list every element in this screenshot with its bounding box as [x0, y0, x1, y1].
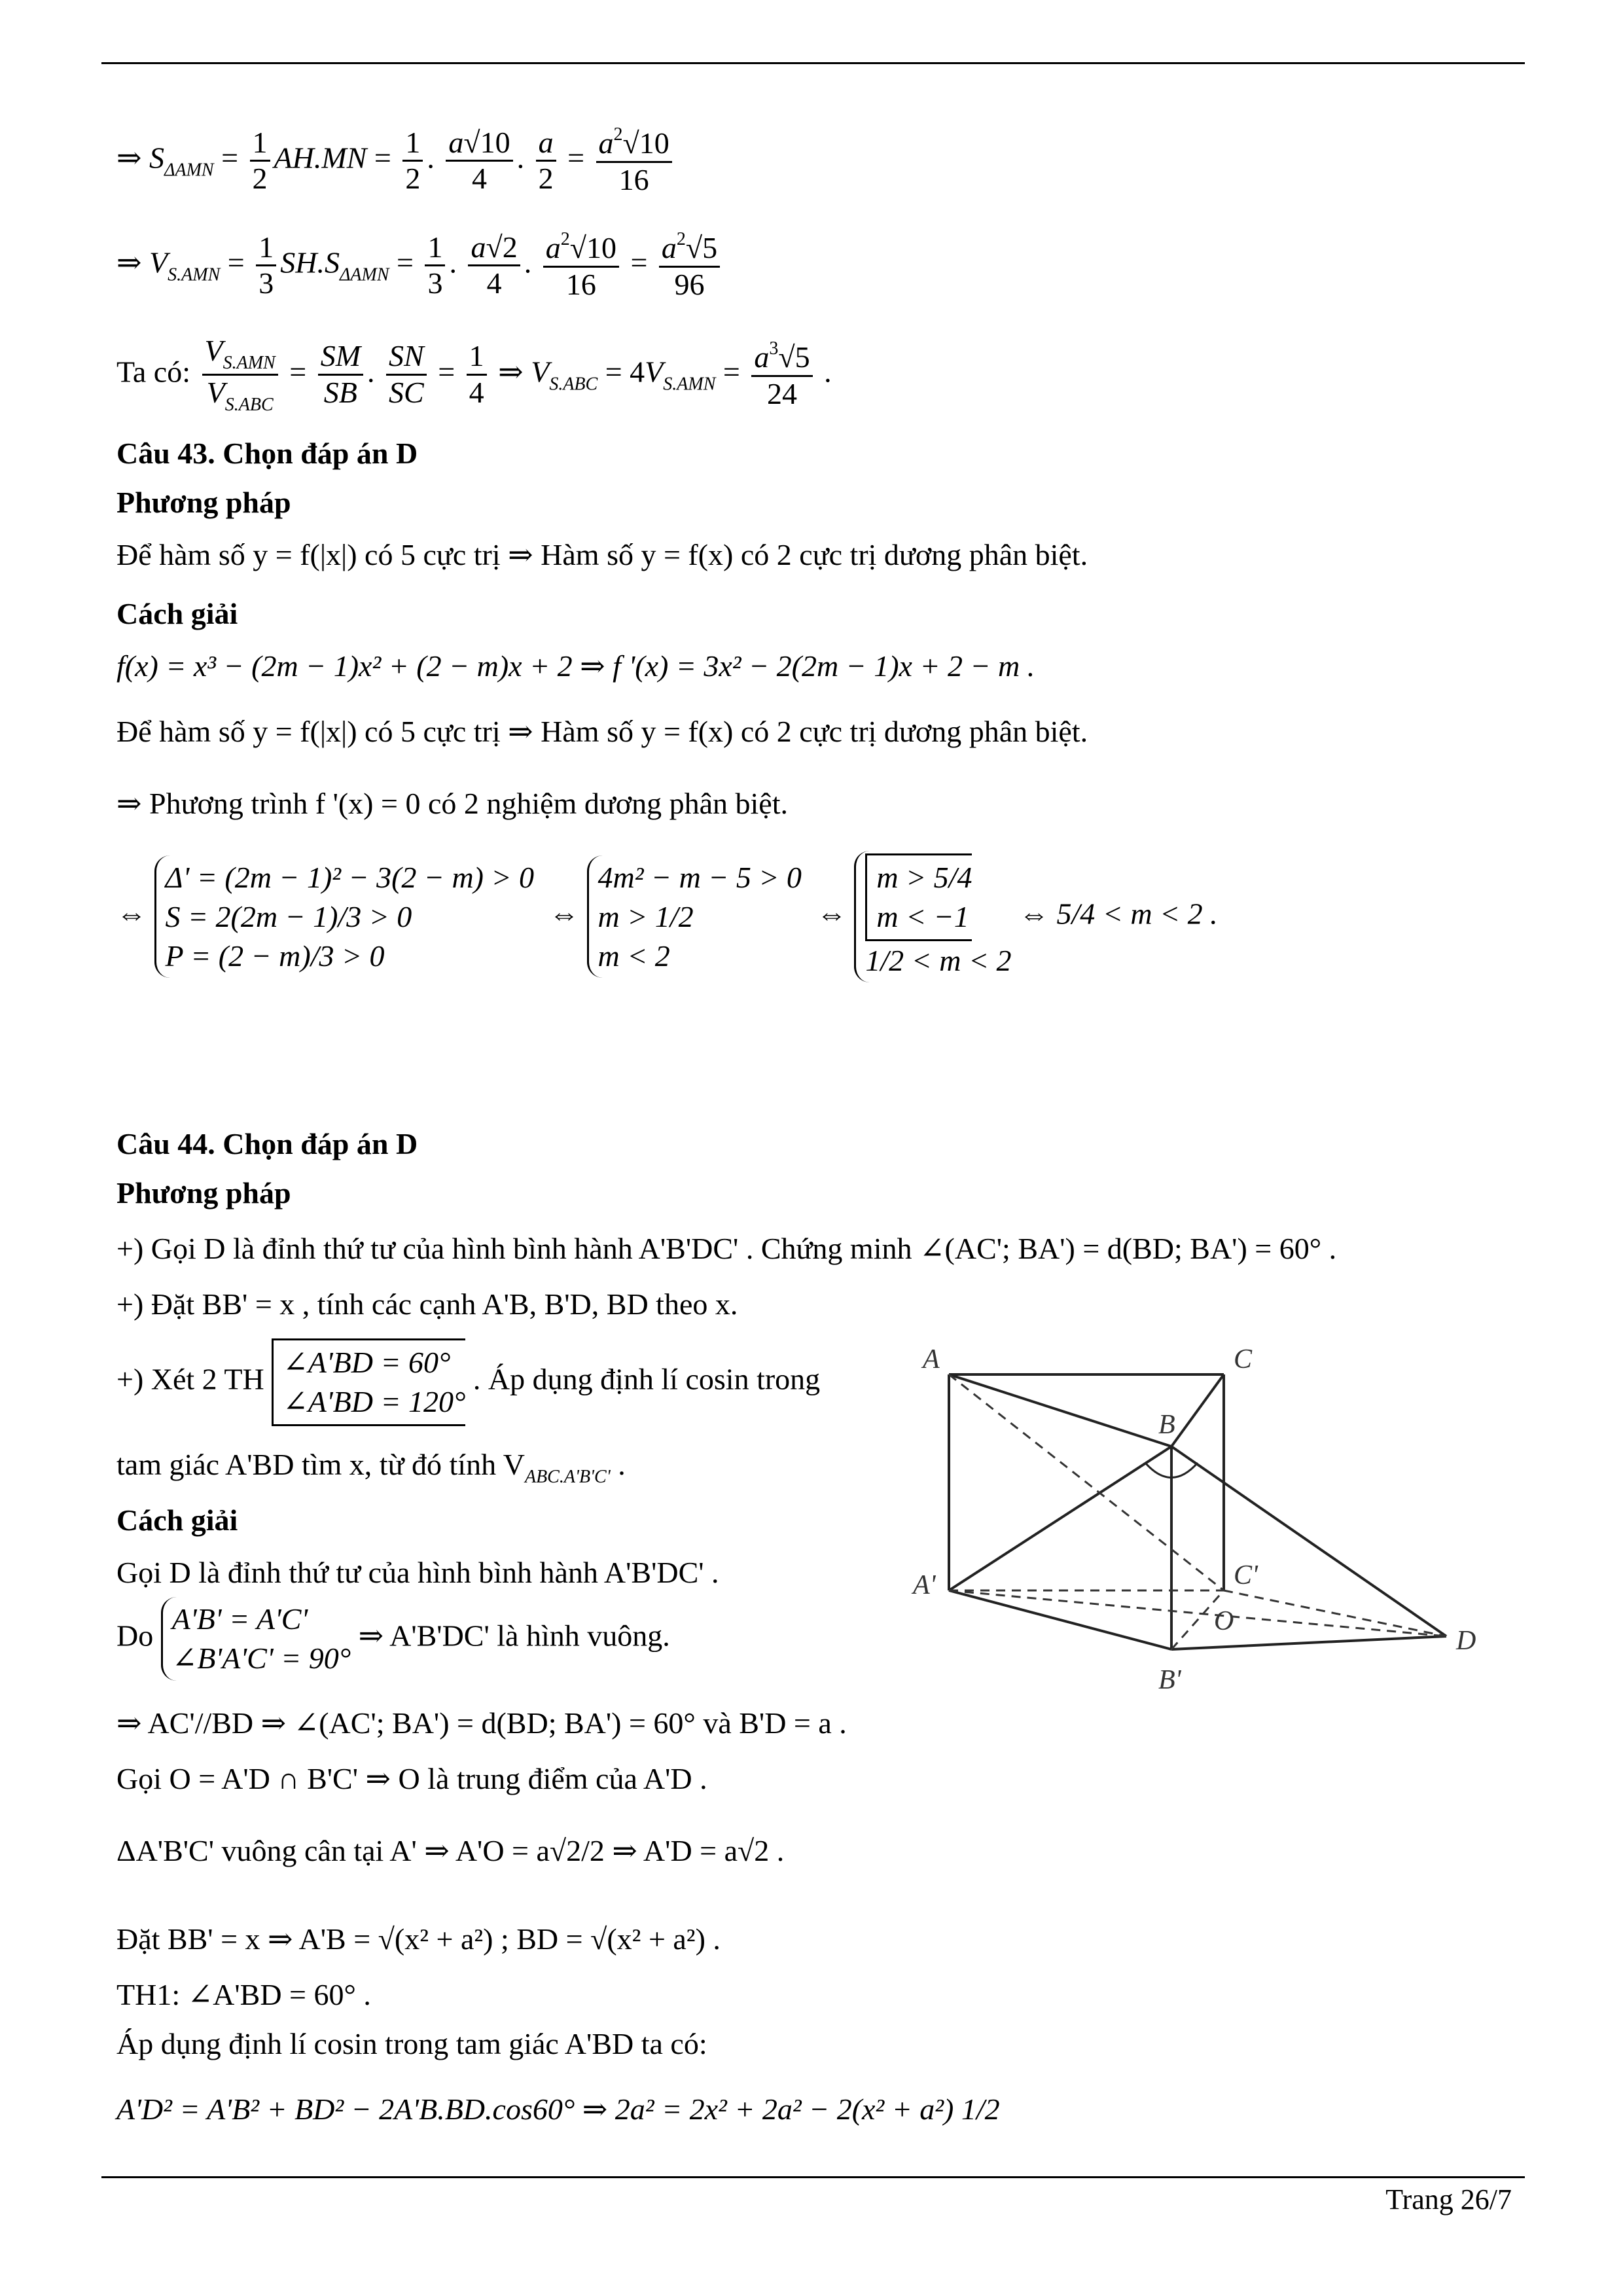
footer-rule	[101, 2176, 1525, 2178]
q43-condition: Để hàm số y = f(|x|) có 5 cực trị ⇒ Hàm số y = f(x) có 2 cực trị dương phân biệt.	[116, 715, 1088, 748]
q43-title: Câu 43. Chọn đáp án D	[116, 437, 418, 470]
q44-step-9: A'D² = A'B² + BD² − 2A'B.BD.cos60° ⇒ 2a² = 2x² + 2a² − 2(x² + a²) 1/2	[116, 2092, 1000, 2126]
q44-step-2: Do A'B' = A'C' ∠B'A'C' = 90° ⇒ A'B'DC' là hình vuông.	[116, 1597, 670, 1681]
formula-s-amn: ⇒ $S_{\Delta AMN}$ = $\frac{1}{2}$ AH.MN = $\frac{1}{2}$ . $\frac{a√10}{4}$ . $\frac{a}{2}$ = $\frac{a^2√10}{16}$	[116, 124, 676, 198]
q43-method-text: Để hàm số y = f(|x|) có 5 cực trị ⇒ Hàm số y = f(x) có 2 cực trị dương phân biệt.	[116, 538, 1088, 571]
q44-method-1: +) Gọi D là đỉnh thứ tư của hình bình hành A'B'DC' . Chứng minh ∠(AC'; BA') = d(BD; BA') = 60° .	[116, 1232, 1337, 1265]
label-C: C	[1234, 1344, 1253, 1374]
q43-solution-heading: Cách giải	[116, 597, 238, 630]
q44-step-6: Đặt BB' = x ⇒ A'B = √(x² + a²) ; BD = √(x² + a²) .	[116, 1922, 721, 1956]
q44-title: Câu 44. Chọn đáp án D	[116, 1127, 418, 1160]
q44-step-5: ΔA'B'C' vuông cân tại A' ⇒ A'O = a√2/2 ⇒ A'D = a√2 .	[116, 1834, 785, 1867]
q44-step-3: ⇒ AC'//BD ⇒ ∠(AC'; BA') = d(BD; BA') = 60° và B'D = a .	[116, 1706, 847, 1740]
edge-A1-B1	[949, 1590, 1171, 1649]
q43-system: ⇔ Δ' = (2m − 1)² − 3(2 − m) > 0 S = 2(2m − 1)/3 > 0 P = (2 − m)/3 > 0 ⇔ 4m² − m − 5 > 0 m > 1/2 m < 2 ⇔ m > 5/4 m < −1 1/2 < m < 2 ⇔ 5/4 < m < 2 .	[116, 851, 1218, 982]
q44-method-3: +) Xét 2 TH ∠A'BD = 60° ∠A'BD = 120° . Áp dụng định lí cosin trong	[116, 1338, 820, 1426]
edge-A1-B	[949, 1446, 1171, 1590]
q44-method-2: +) Đặt BB' = x , tính các cạnh A'B, B'D, BD theo x.	[116, 1287, 738, 1321]
dash-A1-D	[949, 1590, 1446, 1636]
system-2: 4m² − m − 5 > 0 m > 1/2 m < 2	[587, 855, 802, 978]
edge-B1-D	[1171, 1636, 1446, 1649]
q44-step-8: Áp dụng định lí cosin trong tam giác A'BD ta có:	[116, 2027, 707, 2060]
formula-v-samn: ⇒ $V_{S.AMN}$ = $\frac{1}{3}$ $SH.S_{\Delta AMN}$ = $\frac{1}{3}$ . $\frac{a√2}{4}$ . $\frac{a^2√10}{16}$ = $\frac{a^2√5}{96}$	[116, 229, 724, 302]
label-B1: B'	[1158, 1665, 1181, 1695]
dash-A-C1	[949, 1374, 1224, 1590]
label-B: B	[1158, 1410, 1175, 1440]
q44-step-1: Gọi D là đỉnh thứ tư của hình bình hành A'B'DC' .	[116, 1556, 719, 1589]
label-D: D	[1456, 1626, 1476, 1656]
label-C1: C'	[1234, 1560, 1258, 1590]
q44-method-heading: Phương pháp	[116, 1176, 291, 1210]
header-rule	[101, 62, 1525, 64]
q44-method-4: tam giác A'BD tìm x, từ đó tính $V_{ABC.A'B'C'}$ .	[116, 1448, 626, 1487]
formula-ratio: Ta có: $\frac{V_{S.AMN}}{V_{S.ABC}}$ = $\frac{SM}{SB}$ . $\frac{SN}{SC}$ = $\frac{1}{4}$ ⇒ $V_{S.ABC} = 4V_{S.AMN}$ = $\frac{a^3√5}{24}$ .	[116, 334, 832, 416]
q43-derivative: f(x) = x³ − (2m − 1)x² + (2 − m)x + 2 ⇒ f '(x) = 3x² − 2(2m − 1)x + 2 − m .	[116, 649, 1035, 683]
label-A1: A'	[913, 1570, 936, 1600]
label-O: O	[1214, 1606, 1234, 1636]
q43-method-heading: Phương pháp	[116, 486, 291, 519]
system-1: Δ' = (2m − 1)² − 3(2 − m) > 0 S = 2(2m − 1)/3 > 0 P = (2 − m)/3 > 0	[154, 855, 535, 978]
q43-equation: ⇒ Phương trình f '(x) = 0 có 2 nghiệm dương phân biệt.	[116, 787, 788, 820]
prism-diagram	[897, 1342, 1499, 1708]
system-3: m > 5/4 m < −1 1/2 < m < 2	[854, 851, 1011, 982]
edge-A-B	[949, 1374, 1171, 1446]
q44-solution-heading: Cách giải	[116, 1503, 238, 1537]
page-number: Trang 26/7	[1385, 2183, 1512, 2215]
q43-result: ⇔ 5/4 < m < 2 .	[1019, 897, 1218, 931]
label-A: A	[923, 1344, 940, 1374]
edge-B-C	[1171, 1374, 1224, 1446]
q44-step-7: TH1: ∠A'BD = 60° .	[116, 1978, 371, 2011]
q44-step-4: Gọi O = A'D ∩ B'C' ⇒ O là trung điểm của A'D .	[116, 1762, 707, 1795]
